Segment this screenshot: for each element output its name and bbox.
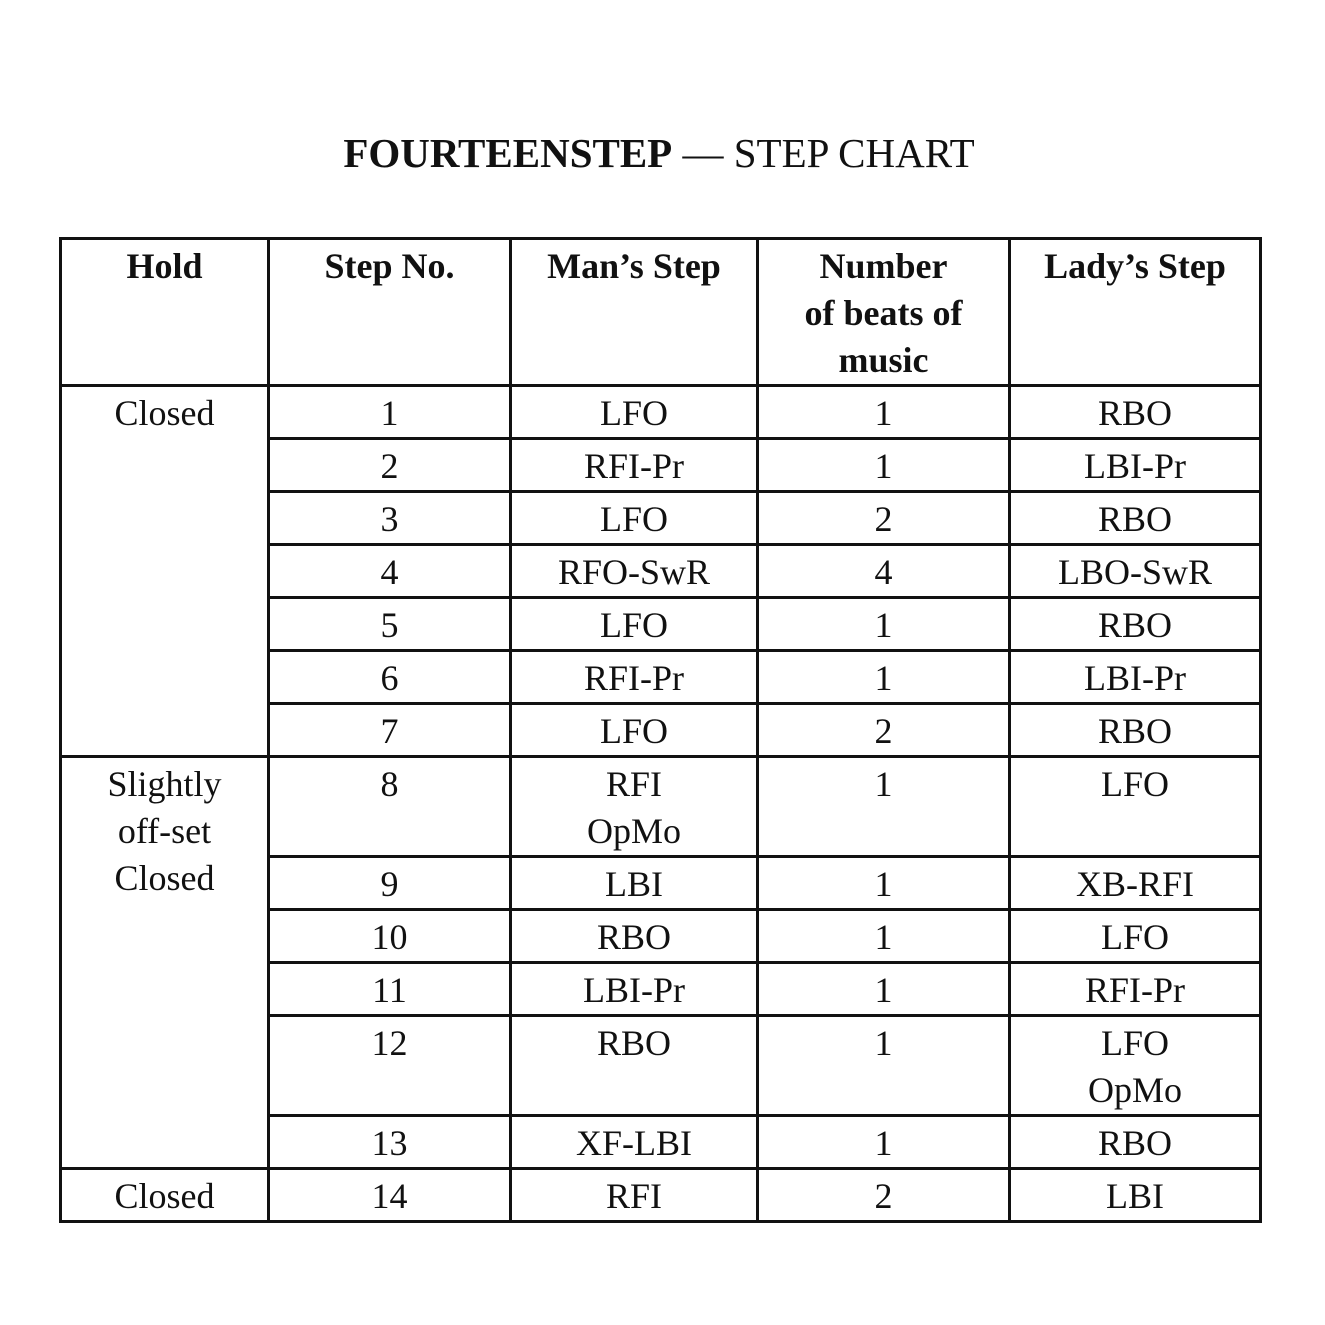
ladys-step-cell <box>1010 857 1261 910</box>
mans-step-cell <box>511 1169 758 1222</box>
mans-step-cell <box>511 963 758 1016</box>
step-number-cell: 3 <box>269 492 511 545</box>
page-title <box>0 126 1318 180</box>
hold-cell-line: Closed <box>114 1176 215 1216</box>
ladys-step-cell-line: RBO <box>1097 1123 1173 1163</box>
hold-cell <box>61 757 269 1169</box>
step-number-cell: 5 <box>269 598 511 651</box>
ladys-step-cell <box>1010 963 1261 1016</box>
beats-cell: 1 <box>758 757 1010 857</box>
mans-step-cell-line: LFO <box>599 499 668 539</box>
mans-step-cell <box>511 857 758 910</box>
mans-step-cell-line: LFO <box>599 393 668 433</box>
beats-cell: 2 <box>758 492 1010 545</box>
mans-step-cell <box>511 386 758 439</box>
step-chart-table <box>59 237 1262 1223</box>
mans-step-cell-line: LBI <box>605 864 663 904</box>
step-number-cell: 2 <box>269 439 511 492</box>
step-number-cell: 7 <box>269 704 511 757</box>
step-number-cell: 10 <box>269 910 511 963</box>
ladys-step-cell <box>1010 1116 1261 1169</box>
ladys-step-cell-line: LBI-Pr <box>1084 446 1186 486</box>
beats-cell: 1 <box>758 1116 1010 1169</box>
mans-step-cell-line: RBO <box>596 917 672 957</box>
beats-cell: 1 <box>758 651 1010 704</box>
beats-cell: 1 <box>758 910 1010 963</box>
header-beats-line: music <box>838 340 929 380</box>
step-number-cell: 9 <box>269 857 511 910</box>
step-number-cell: 4 <box>269 545 511 598</box>
beats-cell: 1 <box>758 857 1010 910</box>
ladys-step-cell <box>1010 1016 1261 1116</box>
mans-step-cell <box>511 910 758 963</box>
mans-step-cell <box>511 439 758 492</box>
table-row <box>61 757 1261 857</box>
beats-cell: 1 <box>758 386 1010 439</box>
ladys-step-cell-line: OpMo <box>1087 1070 1182 1110</box>
mans-step-cell <box>511 1016 758 1116</box>
ladys-step-cell-line: LBO-SwR <box>1057 552 1213 592</box>
beats-cell: 1 <box>758 598 1010 651</box>
ladys-step-cell <box>1010 704 1261 757</box>
step-number-cell: 6 <box>269 651 511 704</box>
header-beats-line: of beats of <box>804 293 963 333</box>
mans-step-cell-line: LFO <box>599 605 668 645</box>
header-mans-step: Man’s Step <box>511 239 758 386</box>
mans-step-cell <box>511 1116 758 1169</box>
mans-step-cell <box>511 757 758 857</box>
header-beats-line: Number <box>819 246 948 286</box>
hold-cell-line: Closed <box>114 393 215 433</box>
step-number-cell: 14 <box>269 1169 511 1222</box>
step-number-cell: 13 <box>269 1116 511 1169</box>
mans-step-cell <box>511 598 758 651</box>
mans-step-cell-line: LFO <box>599 711 668 751</box>
ladys-step-cell <box>1010 386 1261 439</box>
ladys-step-cell <box>1010 598 1261 651</box>
header-ladys-step: Lady’s Step <box>1010 239 1261 386</box>
ladys-step-cell <box>1010 651 1261 704</box>
beats-cell: 1 <box>758 1016 1010 1116</box>
ladys-step-cell-line: RBO <box>1097 393 1173 433</box>
step-number-cell: 12 <box>269 1016 511 1116</box>
ladys-step-cell-line: XB-RFI <box>1075 864 1195 904</box>
beats-cell: 2 <box>758 1169 1010 1222</box>
header-step-no: Step No. <box>269 239 511 386</box>
step-number-cell: 8 <box>269 757 511 857</box>
hold-cell <box>61 1169 269 1222</box>
ladys-step-cell-line: RBO <box>1097 605 1173 645</box>
beats-cell: 4 <box>758 545 1010 598</box>
ladys-step-cell-line: LBI <box>1106 1176 1164 1216</box>
mans-step-cell <box>511 704 758 757</box>
header-row <box>61 239 1261 386</box>
mans-step-cell-line: RBO <box>596 1023 672 1063</box>
title-name: FOURTEENSTEP <box>343 130 673 176</box>
ladys-step-cell <box>1010 910 1261 963</box>
mans-step-cell-line: OpMo <box>586 811 681 851</box>
mans-step-cell-line: RFI-Pr <box>583 446 685 486</box>
ladys-step-cell-line: RBO <box>1097 499 1173 539</box>
table-body <box>61 386 1261 1222</box>
mans-step-cell-line: RFI <box>605 1176 663 1216</box>
hold-cell-line: Closed <box>114 858 215 898</box>
hold-cell-line: Slightly <box>107 764 222 804</box>
ladys-step-cell <box>1010 757 1261 857</box>
mans-step-cell-line: RFI-Pr <box>583 658 685 698</box>
ladys-step-cell <box>1010 545 1261 598</box>
ladys-step-cell-line: LFO <box>1100 764 1169 804</box>
ladys-step-cell <box>1010 1169 1261 1222</box>
step-number-cell: 11 <box>269 963 511 1016</box>
ladys-step-cell-line: LFO <box>1100 917 1169 957</box>
mans-step-cell <box>511 545 758 598</box>
header-beats <box>758 239 1010 386</box>
ladys-step-cell-line: RBO <box>1097 711 1173 751</box>
table-row <box>61 386 1261 439</box>
header-hold: Hold <box>61 239 269 386</box>
ladys-step-cell <box>1010 439 1261 492</box>
mans-step-cell-line: XF-LBI <box>576 1123 692 1163</box>
mans-step-cell-line: RFO-SwR <box>557 552 711 592</box>
beats-cell: 2 <box>758 704 1010 757</box>
hold-cell <box>61 386 269 757</box>
ladys-step-cell-line: LBI-Pr <box>1084 658 1186 698</box>
title-subtitle: — STEP CHART <box>672 130 975 176</box>
beats-cell: 1 <box>758 439 1010 492</box>
table-row <box>61 1169 1261 1222</box>
ladys-step-cell-line: RFI-Pr <box>1084 970 1186 1010</box>
step-number-cell: 1 <box>269 386 511 439</box>
hold-cell-line: off-set <box>117 811 212 851</box>
ladys-step-cell <box>1010 492 1261 545</box>
beats-cell: 1 <box>758 963 1010 1016</box>
mans-step-cell-line: RFI <box>605 764 663 804</box>
mans-step-cell-line: LBI-Pr <box>583 970 685 1010</box>
mans-step-cell <box>511 651 758 704</box>
mans-step-cell <box>511 492 758 545</box>
ladys-step-cell-line: LFO <box>1100 1023 1169 1063</box>
